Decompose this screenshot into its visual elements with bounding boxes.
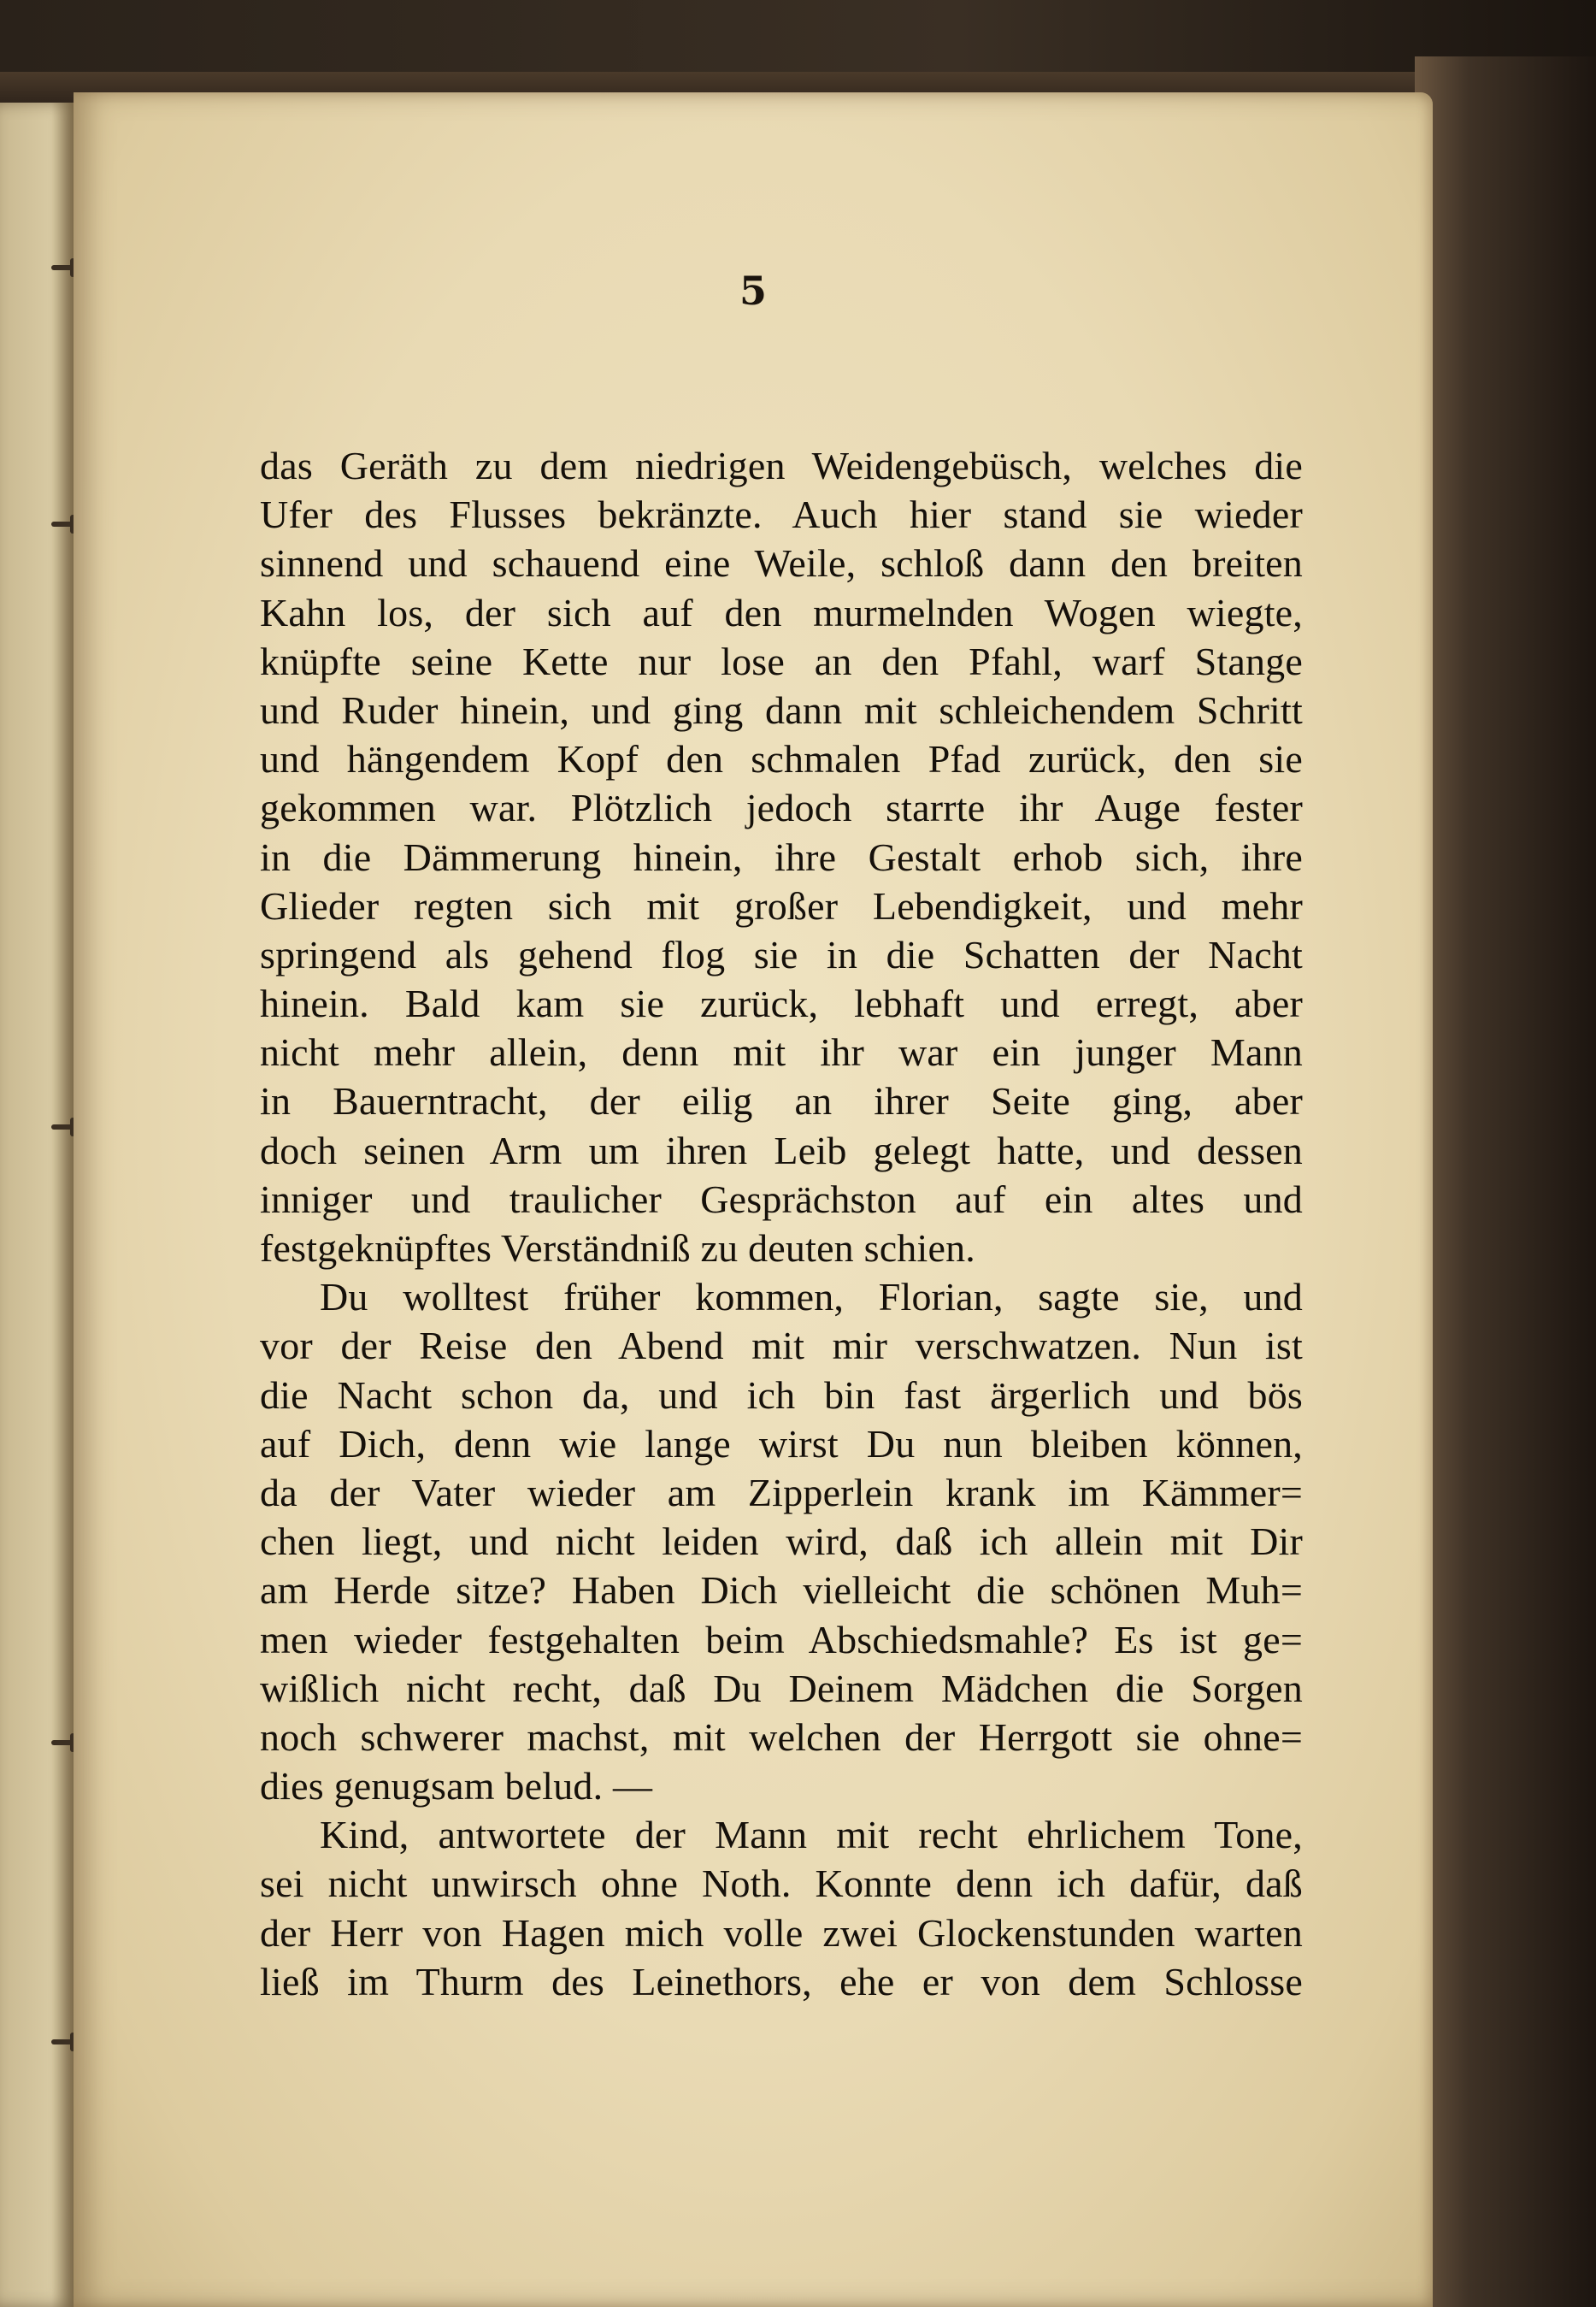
text-line: Glieder regten sich mit großer Lebendigkeit, und mehr bbox=[260, 883, 1303, 928]
text-line: der Herr von Hagen mich volle zwei Glockenstunden warten bbox=[260, 1910, 1303, 1955]
text-line: vor der Reise den Abend mit mir verschwatzen. Nun ist bbox=[260, 1324, 1303, 1368]
text-line: noch schwerer machst, mit welchen der Herrgott sie ohne= bbox=[260, 1714, 1303, 1759]
text-line: chen liegt, und nicht leiden wird, daß ich allein mit Dir bbox=[260, 1519, 1303, 1564]
text-line: in Bauerntracht, der eilig an ihrer Seite ging, aber bbox=[260, 1079, 1303, 1124]
text-line: auf Dich, denn wie lange wirst Du nun bleiben können, bbox=[260, 1421, 1303, 1466]
page-number: 5 bbox=[739, 268, 767, 314]
book-cover-right-edge bbox=[1415, 56, 1596, 2307]
text-line: inniger und traulicher Gesprächston auf ein altes und bbox=[260, 1177, 1303, 1221]
page-text bbox=[260, 441, 1303, 2006]
text-line: die Nacht schon da, und ich bin fast ärgerlich und bös bbox=[260, 1372, 1303, 1417]
text-line: da der Vater wieder am Zipperlein krank im Kämmer= bbox=[260, 1470, 1303, 1514]
text-line: Kahn los, der sich auf den murmelnden Wogen wiegte, bbox=[260, 590, 1303, 634]
left-page-edge bbox=[0, 103, 74, 2307]
text-line: Kind, antwortete der Mann mit recht ehrlichem Tone, bbox=[320, 1813, 1303, 1857]
text-line: und hängendem Kopf den schmalen Pfad zurück, den sie bbox=[260, 737, 1303, 782]
text-line: ließ im Thurm des Leinethors, ehe er von dem Schlosse bbox=[260, 1959, 1303, 2003]
text-line: gekommen war. Plötzlich jedoch starrte ihr Auge fester bbox=[260, 786, 1303, 830]
text-line: und Ruder hinein, und ging dann mit schleichendem Schritt bbox=[260, 687, 1303, 732]
text-line: das Geräth zu dem niedrigen Weidengebüsch, welches die bbox=[260, 444, 1303, 487]
text-line: wißlich nicht recht, daß Du Deinem Mädchen die Sorgen bbox=[260, 1666, 1303, 1710]
text-line: festgeknüpftes Verständniß zu deuten schien. bbox=[260, 1226, 976, 1270]
book-page bbox=[74, 92, 1433, 2307]
text-line: sinnend und schauend eine Weile, schloß dann den breiten bbox=[260, 541, 1303, 586]
text-line: men wieder festgehalten beim Abschiedsmahle? Es ist ge= bbox=[260, 1617, 1303, 1661]
text-line: doch seinen Arm um ihren Leib gelegt hatte, und dessen bbox=[260, 1128, 1303, 1172]
text-line: Ufer des Flusses bekränzte. Auch hier stand sie wieder bbox=[260, 493, 1303, 537]
text-line: in die Dämmerung hinein, ihre Gestalt erhob sich, ihre bbox=[260, 835, 1303, 879]
text-line: am Herde sitze? Haben Dich vielleicht die schönen Muh= bbox=[260, 1568, 1303, 1613]
text-line: Du wolltest früher kommen, Florian, sagte sie, und bbox=[320, 1275, 1303, 1319]
text-line: knüpfte seine Kette nur lose an den Pfahl, warf Stange bbox=[260, 639, 1303, 683]
text-line: springend als gehend flog sie in die Schatten der Nacht bbox=[260, 932, 1303, 976]
text-line: dies genugsam belud. — bbox=[260, 1764, 653, 1808]
text-line: sei nicht unwirsch ohne Noth. Konnte denn ich dafür, daß bbox=[260, 1862, 1303, 1906]
text-line: nicht mehr allein, denn mit ihr war ein junger Mann bbox=[260, 1030, 1303, 1075]
text-line: hinein. Bald kam sie zurück, lebhaft und erregt, aber bbox=[260, 982, 1303, 1026]
